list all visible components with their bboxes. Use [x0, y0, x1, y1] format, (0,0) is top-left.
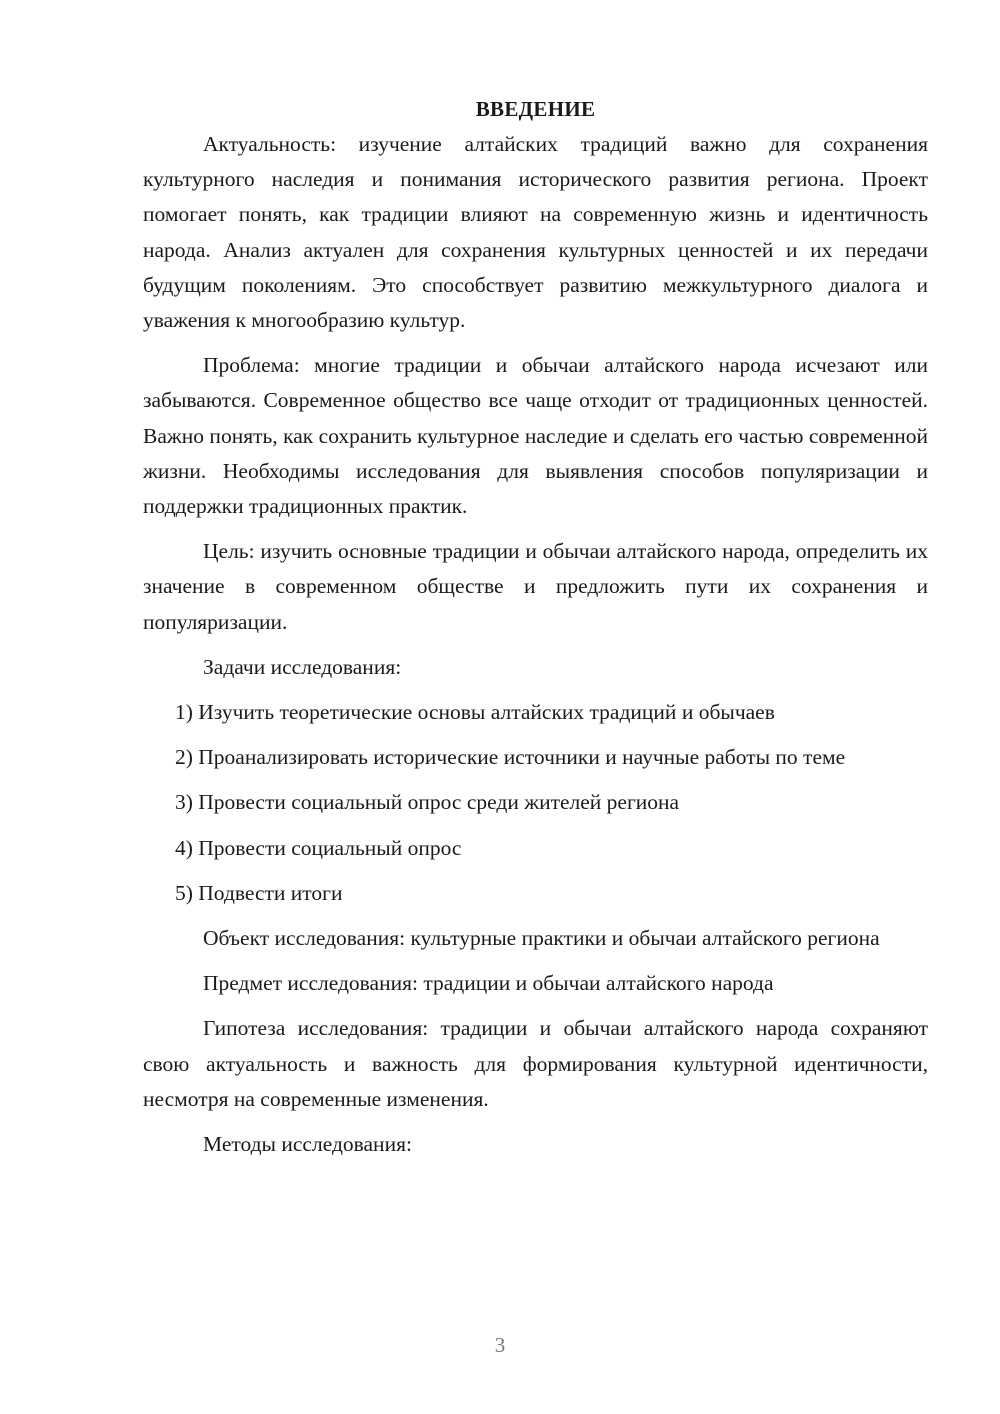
page-number: 3	[494, 1333, 506, 1357]
object-paragraph: Объект исследования: культурные практики и обычаи алтайского региона	[203, 926, 880, 951]
problem-paragraph: Проблема: многие традиции и обычаи алтайского народа исчезают или забываются. Современное общество все чаще отходит от традиционных ценностей. Важно понять, как сохранить культурное наследие и сделать его частью современной жизни. Необходимы исследования для выявления способов популяризации и поддержки традиционных практик.	[143, 353, 928, 519]
section-heading: ВВЕДЕНИЕ	[475, 97, 596, 121]
task-item-5: 5) Подвести итоги	[175, 880, 343, 905]
task-item-1: 1) Изучить теоретические основы алтайских традиций и обычаев	[175, 700, 775, 725]
relevance-paragraph: Актуальность: изучение алтайских традиций важно для сохранения культурного наследия и понимания исторического развития региона. Проект помогает понять, как традиции влияют на современную жизнь и идентичность народа. Анализ актуален для сохранения культурных ценностей и их передачи будущим поколениям. Это способствует развитию межкультурного диалога и уважения к многообразию культур.	[143, 132, 928, 333]
methods-title: Методы исследования:	[203, 1132, 412, 1157]
task-item-3: 3) Провести социальный опрос среди жителей региона	[175, 790, 680, 815]
hypothesis-paragraph: Гипотеза исследования: традиции и обычаи алтайского народа сохраняют свою актуальность и важность для формирования культурной идентичности, несмотря на современные изменения.	[143, 1016, 928, 1111]
document-page	[143, 92, 928, 1172]
tasks-title: Задачи исследования:	[203, 654, 402, 679]
goal-paragraph: Цель: изучить основные традиции и обычаи алтайского народа, определить их значение в современном обществе и предложить пути их сохранения и популяризации.	[143, 539, 928, 634]
task-item-2: 2) Проанализировать исторические источники и научные работы по теме	[175, 745, 846, 770]
subject-paragraph: Предмет исследования: традиции и обычаи алтайского народа	[203, 971, 774, 996]
task-item-4: 4) Провести социальный опрос	[175, 835, 462, 860]
